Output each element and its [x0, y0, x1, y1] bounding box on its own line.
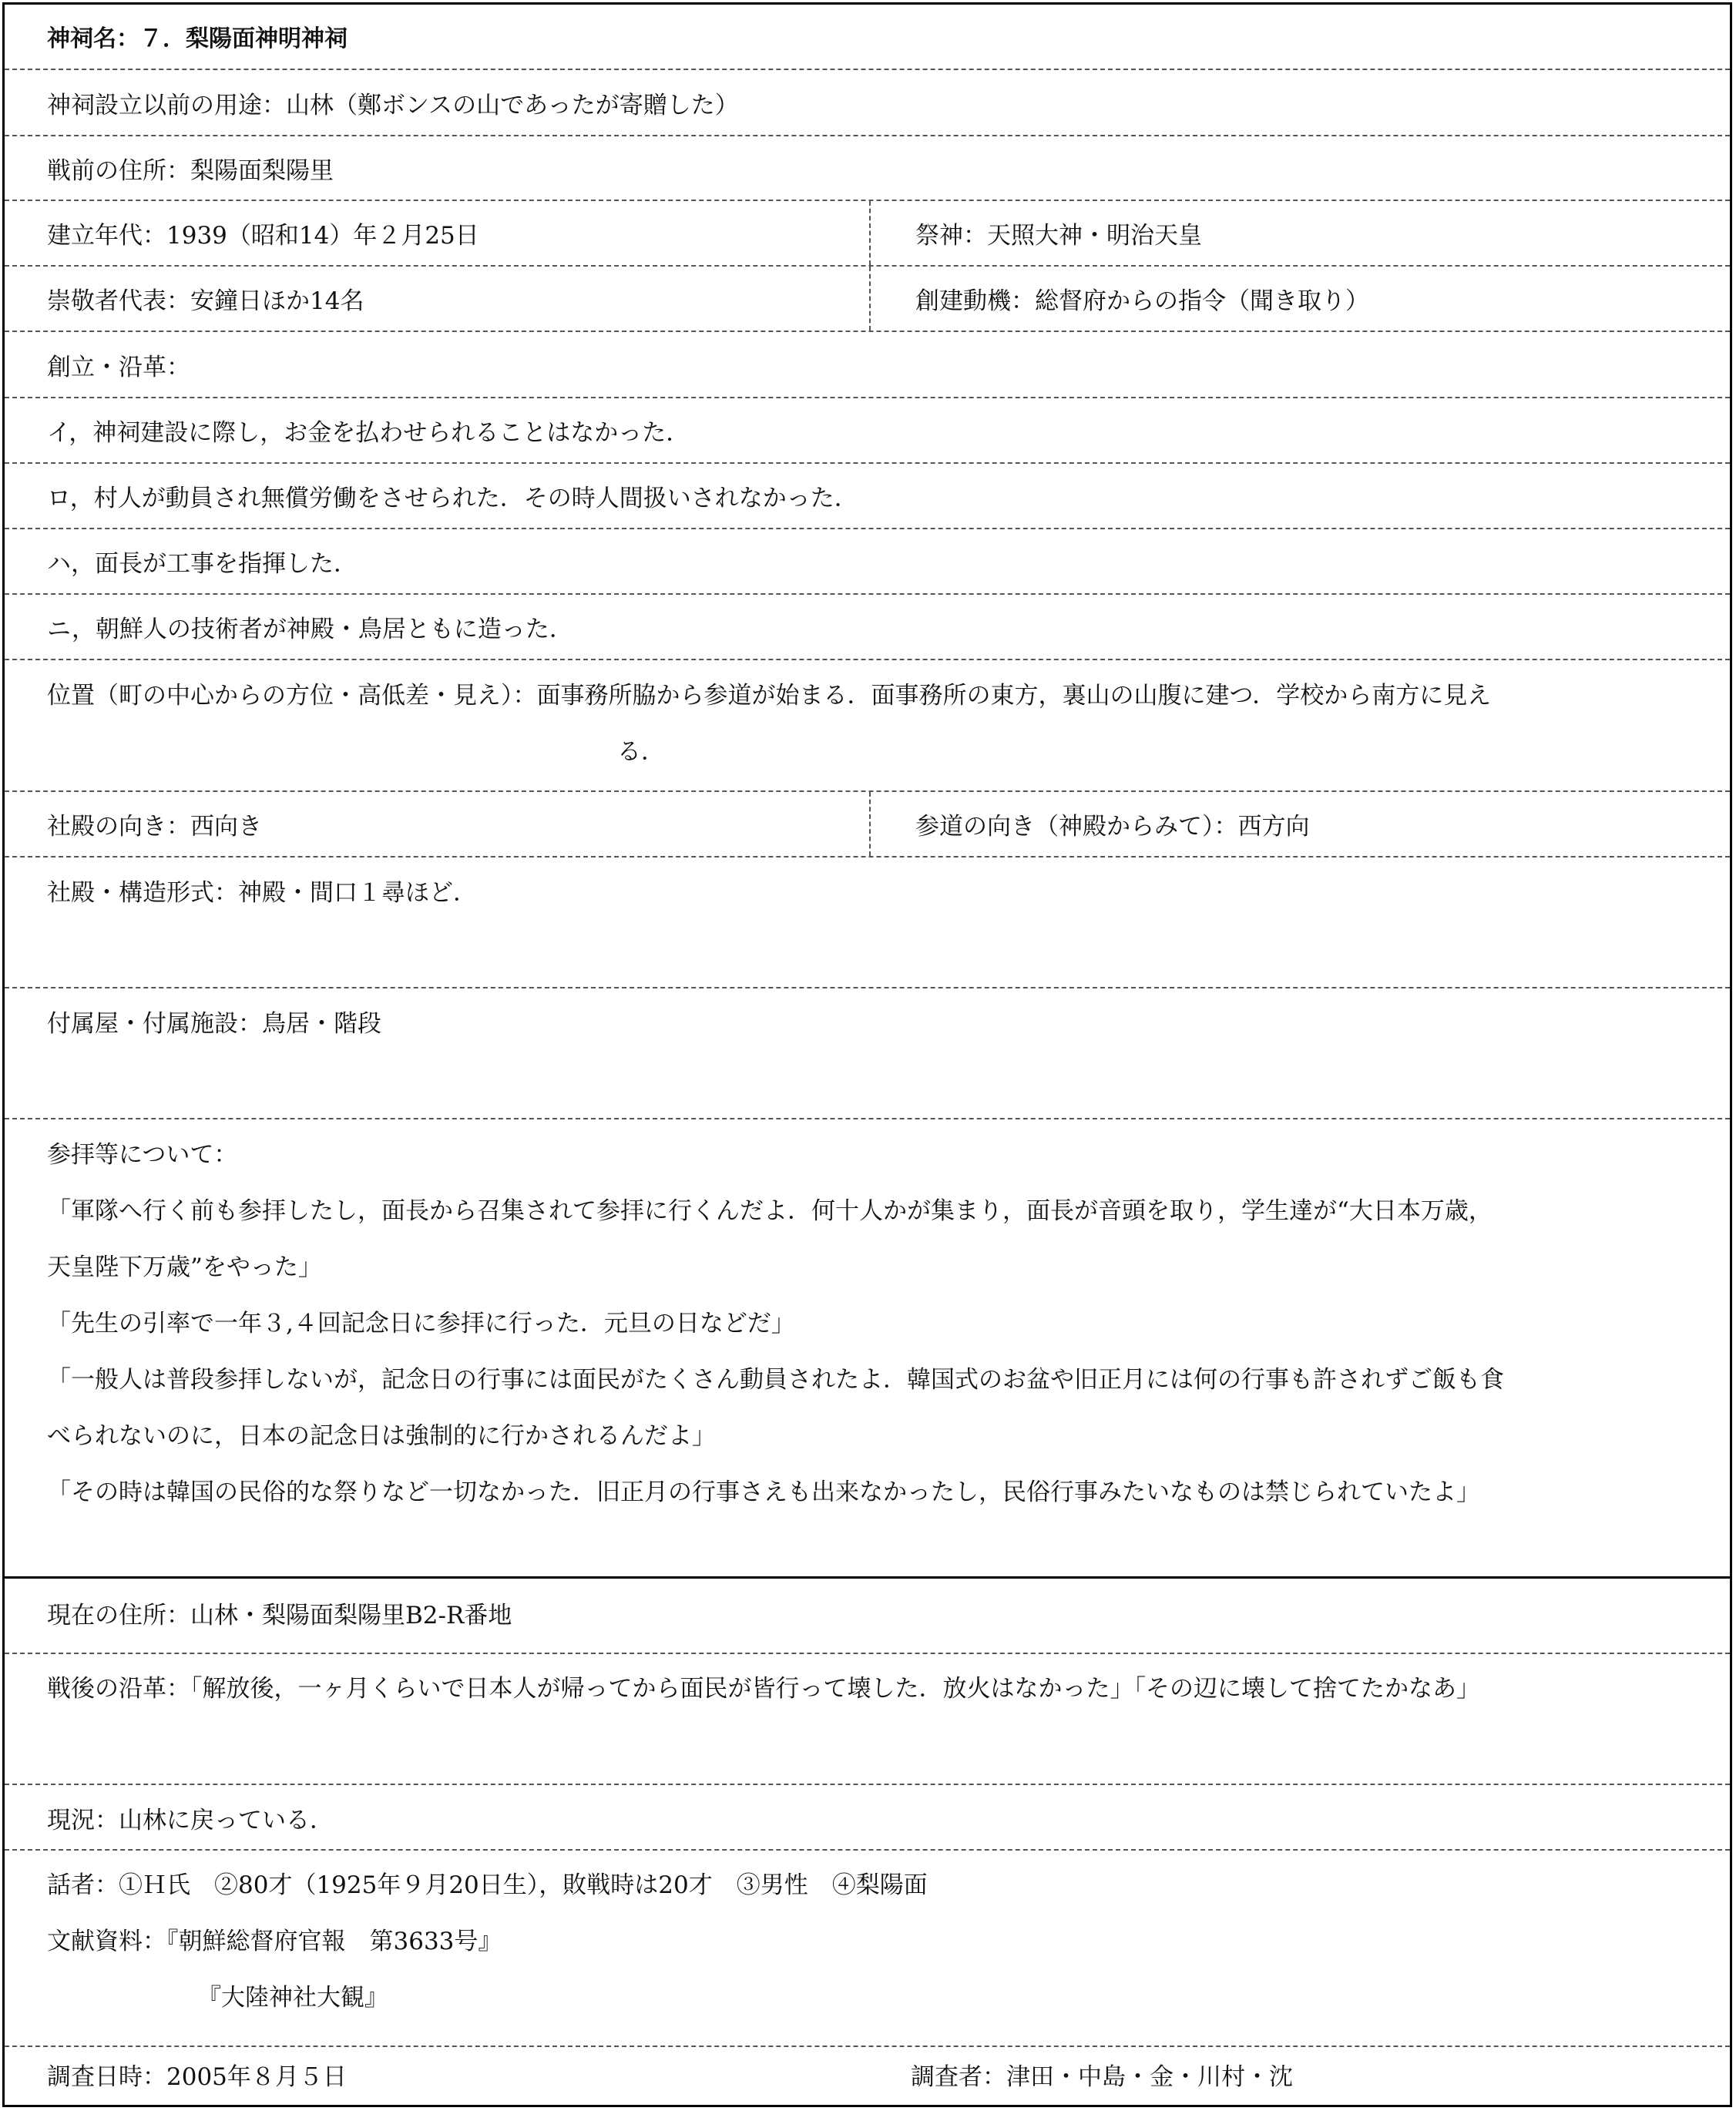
worship-heading: 参拝等について：: [47, 1141, 238, 1169]
worship-line: べられないのに，日本の記念日は強制的に行かされるんだよ」: [47, 1422, 716, 1450]
informant: 話者：①Ｈ氏 ②80才（1925年９月20日生），敗戦時は20才 ③男性 ④梨陽面: [47, 1871, 928, 1899]
references-second: 『大陸神社大観』: [197, 1984, 388, 2012]
facilities-row: [5, 988, 1730, 1119]
history-item: ハ，面長が工事を指揮した．: [47, 550, 358, 578]
history-item: ロ，村人が動員され無償労働をさせられた．その時人間扱いされなかった．: [47, 485, 858, 512]
motive: 創建動機：総督府からの指令（聞き取り）: [915, 287, 1369, 315]
current-address-row: [5, 1579, 1730, 1654]
worship-line: 「その時は韓国の民俗的な祭りなど一切なかった．旧正月の行事さえも出来なかったし，民俗行事みたいなものは禁じられていたよ」: [47, 1478, 1480, 1506]
prewar-address-row: [5, 136, 1730, 201]
shrine-orientation: 社殿の向き：西向き: [47, 813, 262, 841]
founding-date-cell: [5, 201, 871, 265]
structure: 社殿・構造形式：神殿・間口１尋ほど．: [47, 879, 477, 907]
deity: 祭神：天照大神・明治天皇: [915, 222, 1202, 250]
surveyors: 調査者：津田・中島・金・川村・沈: [911, 2063, 1293, 2091]
worship-line: 「一般人は普段参拝しないが，記念日の行事には面民がたくさん動員されたよ．韓国式のお盆や旧正月には何の行事も許されずご飯も食: [47, 1366, 1504, 1394]
postwar-history: 戦後の沿革：「解放後，一ヶ月くらいで日本人が帰ってから面民が皆行って壊した．放火はなかった」「その辺に壊して捨てたかなあ」: [47, 1675, 1480, 1703]
history-item-row: [5, 595, 1730, 660]
postwar-history-row: [5, 1654, 1730, 1785]
approach-orientation: 参道の向き（神殿からみて）：西方向: [915, 813, 1310, 841]
structure-row: [5, 857, 1730, 988]
approach-orientation-cell: [871, 792, 1730, 856]
prewar-address: 戦前の住所：梨陽面梨陽里: [47, 157, 334, 185]
worship-row: [5, 1119, 1730, 1579]
survey-date-cell: [5, 2047, 871, 2105]
shrine-orientation-cell: [5, 792, 871, 856]
shrine-survey-sheet: [2, 2, 1732, 2107]
prior-use-row: [5, 70, 1730, 136]
surveyors-cell: [871, 2047, 1730, 2105]
prior-use: 神祠設立以前の用途：山林（鄭ボンスの山であったが寄贈した）: [47, 92, 739, 119]
shrine-name-row: [5, 5, 1730, 70]
shrine-name: 神祠名：７．梨陽面神明神祠: [47, 25, 348, 52]
history-item: ニ，朝鮮人の技術者が神殿・鳥居ともに造った．: [47, 616, 573, 643]
survey-date: 調査日時：2005年８月５日: [47, 2063, 347, 2091]
current-status-row: [5, 1785, 1730, 1851]
facilities: 付属屋・付属施設：鳥居・階段: [47, 1010, 381, 1038]
history-item: イ，神祠建設に際し，お金を払わせられることはなかった．: [47, 419, 690, 447]
location-line: 位置（町の中心からの方位・高低差・見え）：面事務所脇から参道が始まる．面事務所の東方，裏山の山腹に建つ．学校から南方に見え: [47, 682, 1492, 710]
representative: 崇敬者代表：安鐘日ほか14名: [47, 287, 364, 315]
representative-cell: [5, 267, 871, 331]
survey-row: [5, 2047, 1730, 2105]
founding-date: 建立年代：1939（昭和14）年２月25日: [47, 222, 479, 250]
location-row: [5, 660, 1730, 792]
worship-line: 「軍隊へ行く前も参拝したし，面長から召集されて参拝に行くんだよ．何十人かが集まり，面長が音頭を取り，学生達が“大日本万歳，: [47, 1197, 1493, 1225]
history-heading: 創立・沿革：: [47, 354, 190, 381]
deity-cell: [871, 201, 1730, 265]
history-item-row: [5, 464, 1730, 529]
location-line-continued: る．: [617, 738, 665, 766]
references: 文献資料：『朝鮮総督府官報 第3633号』: [47, 1928, 502, 1955]
worship-line: 天皇陛下万歳”をやった」: [47, 1254, 322, 1281]
informant-references-row: [5, 1851, 1730, 2047]
orientation-row: [5, 792, 1730, 857]
worship-line: 「先生の引率で一年３,４回記念日に参拝に行った．元旦の日などだ」: [47, 1310, 795, 1337]
current-status: 現況：山林に戻っている．: [47, 1807, 334, 1834]
motive-cell: [871, 267, 1730, 331]
representative-motive-row: [5, 267, 1730, 332]
history-item-row: [5, 398, 1730, 464]
history-heading-row: [5, 332, 1730, 398]
current-address: 現在の住所：山林・梨陽面梨陽里B2-R番地: [47, 1602, 512, 1629]
founding-deity-row: [5, 201, 1730, 267]
history-item-row: [5, 529, 1730, 595]
